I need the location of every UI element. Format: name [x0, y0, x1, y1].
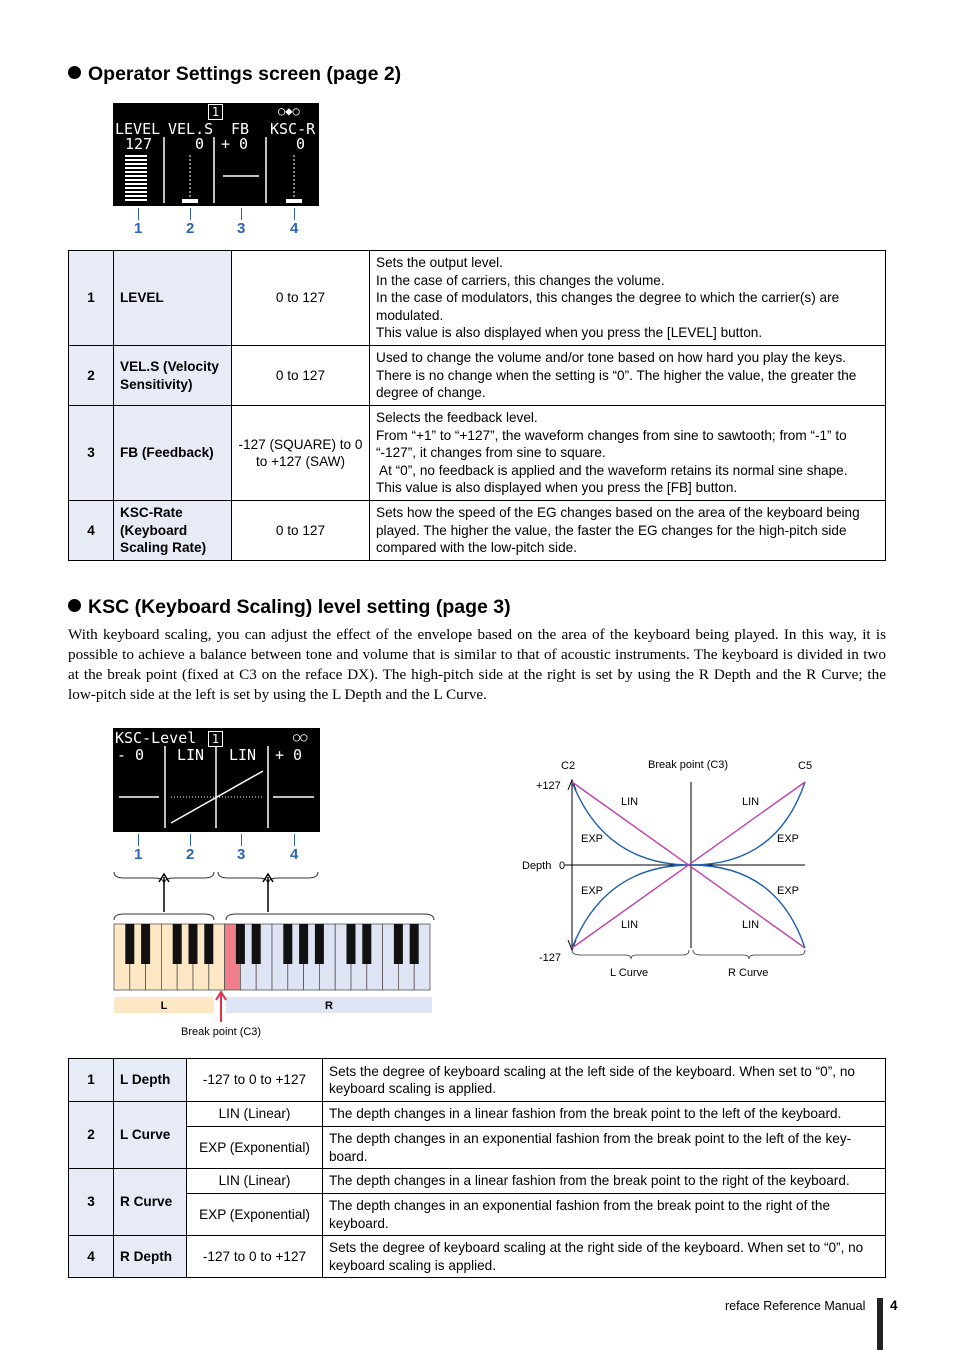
callout-3: 3: [237, 220, 246, 237]
lcd-title: KSC-Level: [115, 729, 197, 747]
bullet-icon: [68, 599, 81, 612]
desc-line: At “0”, no feedback is applied and the waveform retains its normal sine shape.: [376, 462, 848, 478]
lcd-graphics: [113, 103, 319, 206]
keyboard-diagram: [108, 862, 438, 1022]
param-range: LIN (Linear): [187, 1169, 323, 1194]
section-heading-ksc-level: [68, 596, 511, 619]
desc-line: Sets the output level.: [376, 255, 503, 271]
callout-line-2: [190, 834, 191, 846]
param-name: KSC-Rate (Keyboard Scaling Rate): [114, 501, 232, 561]
table-row: [69, 1127, 886, 1169]
desc-line: From “+1” to “+127”, the waveform changes from sine to sawtooth; from “-1” to “-127”, it changes from sine to square.: [376, 427, 847, 461]
ksc-params-table: [68, 1058, 886, 1278]
page-dots: ○◆○: [278, 104, 300, 118]
table-row: [69, 1059, 886, 1102]
param-desc: The depth changes in a linear fashion from the break point to the right of the keyboard.: [323, 1169, 886, 1194]
row-num: 2: [69, 1102, 114, 1169]
param-range: -127 to 0 to +127: [187, 1059, 323, 1102]
brace-right-keys: [226, 914, 434, 920]
black-key: [236, 924, 245, 964]
zone-left-label: L: [160, 1000, 168, 1012]
label-l-curve: L Curve: [610, 967, 649, 979]
callout-2: 2: [186, 220, 195, 237]
black-key: [410, 924, 419, 964]
black-key: [315, 924, 324, 964]
label-exp-tl: EXP: [581, 833, 604, 845]
row-num: 3: [69, 406, 114, 501]
label-lin-bl: LIN: [621, 919, 639, 931]
table-row: [69, 346, 886, 406]
param-name: R Curve: [114, 1169, 187, 1236]
param-desc: The depth changes in a linear fashion from the break point to the left of the keyboard.: [323, 1102, 886, 1127]
page-indicator: 1: [208, 104, 223, 120]
heading-text: Operator Settings screen (page 2): [88, 63, 402, 85]
lcd-value-kscr: 0: [296, 135, 306, 153]
ksc-curve-graph: [515, 752, 825, 987]
row-num: 1: [69, 1059, 114, 1102]
label-bottom: -127: [539, 952, 562, 964]
page-indicator: 1: [208, 731, 223, 747]
desc-line: In the case of carriers, this changes the volume.: [376, 272, 665, 288]
callout-4: 4: [290, 220, 299, 237]
label-break: Break point (C3): [648, 759, 729, 771]
lcd-value-fb: + 0: [221, 135, 249, 153]
label-lin-tl: LIN: [621, 796, 639, 808]
lcd-label-level: LEVEL: [115, 120, 161, 138]
lcd-label-fb: FB: [231, 120, 250, 138]
table-row: [69, 1169, 886, 1194]
lcd-value-ldepth: - 0: [117, 746, 145, 764]
zone-right-label: R: [325, 1000, 333, 1012]
param-range: -127 (SQUARE) to 0 to +127 (SAW): [232, 406, 370, 501]
param-range: EXP (Exponential): [187, 1127, 323, 1169]
table-row: [69, 251, 886, 346]
footer-title: reface Reference Manual: [725, 1299, 866, 1313]
lcd-ksc-graphics: [113, 728, 320, 832]
desc-line: Used to change the volume and/or tone based on how hard you play the keys. There is no change when the setting is “0”. The higher the value, the greater the degree of change.: [376, 350, 857, 401]
black-key: [173, 924, 182, 964]
black-key: [189, 924, 198, 964]
label-exp-br: EXP: [777, 885, 800, 897]
lcd-label-kscr: KSC-R: [270, 120, 316, 138]
desc-line: In the case of modulators, this changes the degree to which the carrier(s) are modulated.: [376, 290, 840, 323]
lcd-label-vels: VEL.S: [168, 120, 214, 138]
param-desc: [370, 251, 886, 346]
callout-1: 1: [134, 846, 143, 863]
param-name: L Depth: [114, 1059, 187, 1102]
label-r-curve: R Curve: [728, 967, 769, 979]
desc-line: This value is also displayed when you press the [LEVEL] button.: [376, 325, 763, 341]
label-top: +127: [536, 780, 561, 792]
param-desc: [370, 346, 886, 406]
page-dots: ○○: [293, 730, 308, 744]
row-num: 1: [69, 251, 114, 346]
break-point-label: Break point (C3): [181, 1026, 262, 1038]
table-row: [69, 406, 886, 501]
lcd-value-rdepth: + 0: [275, 746, 303, 764]
param-name: L Curve: [114, 1102, 187, 1169]
param-range: -127 to 0 to +127: [187, 1236, 323, 1278]
callout-line-3: [241, 208, 242, 220]
row-num: 2: [69, 346, 114, 406]
black-key: [252, 924, 261, 964]
black-key: [204, 924, 213, 964]
callout-1: 1: [134, 220, 143, 237]
callout-line-3: [241, 834, 242, 846]
table-row: [69, 501, 886, 561]
label-c2: C2: [561, 760, 576, 772]
lcd-value-level: 127: [125, 135, 153, 153]
param-name: FB (Feedback): [114, 406, 232, 501]
black-key: [299, 924, 308, 964]
param-desc: The depth changes in an exponential fashion from the break point to the left of the key-board.: [323, 1127, 886, 1169]
param-name: LEVEL: [114, 251, 232, 346]
lcd-value-rcurve: LIN: [229, 746, 257, 764]
bracket-r-curve: [693, 950, 805, 959]
black-key: [283, 924, 292, 964]
label-exp-bl: EXP: [581, 885, 604, 897]
lcd-value-lcurve: LIN: [177, 746, 205, 764]
black-key: [347, 924, 356, 964]
callout-line-2: [190, 208, 191, 220]
label-zero: 0: [559, 860, 566, 872]
black-key: [394, 924, 403, 964]
param-desc: Sets the degree of keyboard scaling at the right side of the keyboard. When set to “0”, no keyboard scaling is applied.: [323, 1236, 886, 1278]
callout-line-4: [294, 208, 295, 220]
param-desc: The depth changes in an exponential fashion from the break point to the right of the keyboard.: [323, 1194, 886, 1236]
row-num: 4: [69, 1236, 114, 1278]
lcd-value-vels: 0: [195, 135, 205, 153]
param-desc: [370, 501, 886, 561]
param-name: VEL.S (Velocity Sensitivity): [114, 346, 232, 406]
black-key: [141, 924, 150, 964]
page-number: 4: [890, 1298, 898, 1313]
desc-line: Sets how the speed of the EG changes based on the area of the keyboard being played. The higher the value, the faster the EG changes for the high-pitch side compared with the low-pitch side.: [376, 505, 860, 556]
param-range: 0 to 127: [232, 501, 370, 561]
ksc-lcd-screen: [113, 728, 320, 832]
param-desc: [370, 406, 886, 501]
callout-line-4: [294, 834, 295, 846]
callout-2: 2: [186, 846, 195, 863]
param-desc: Sets the degree of keyboard scaling at the left side of the keyboard. When set to “0”, no keyboard scaling is applied.: [323, 1059, 886, 1102]
table-row: [69, 1194, 886, 1236]
keyboard-keys: [114, 924, 430, 990]
brace-left-keys: [114, 914, 214, 920]
operator-params-table: [68, 250, 886, 561]
heading-text: KSC (Keyboard Scaling) level setting (page 3): [88, 596, 511, 618]
bullet-icon: [68, 66, 81, 79]
table-row: [69, 1102, 886, 1127]
table-row: [69, 1236, 886, 1278]
param-range: LIN (Linear): [187, 1102, 323, 1127]
black-key: [125, 924, 134, 964]
param-range: 0 to 127: [232, 251, 370, 346]
section-heading-operator-settings: [68, 63, 401, 86]
label-depth: Depth: [522, 860, 552, 872]
label-exp-tr: EXP: [777, 833, 800, 845]
row-num: 3: [69, 1169, 114, 1236]
intro-paragraph: With keyboard scaling, you can adjust the effect of the envelope based on the area of the keyboard being played. In this way, it is possible to achieve a balance between tone and volume that is similar to that of acoustic instruments. The keyboard is divided in two at the break point (fixed at C3 on the reface DX). The high-pitch side at the right is set by using the R Depth and the R Curve; the low-pitch side at the left is set by using the L Depth and the L Curve.: [68, 626, 886, 703]
param-range: EXP (Exponential): [187, 1194, 323, 1236]
desc-line: Selects the feedback level.: [376, 410, 538, 426]
callout-3: 3: [237, 846, 246, 863]
black-key: [362, 924, 371, 964]
label-c5: C5: [798, 760, 813, 772]
footer-bar: [877, 1298, 883, 1350]
bracket-l-curve: [572, 950, 689, 959]
desc-line: This value is also displayed when you press the [FB] button.: [376, 480, 738, 496]
operator-lcd-screen: [113, 103, 319, 206]
label-lin-tr: LIN: [742, 796, 760, 808]
row-num: 4: [69, 501, 114, 561]
callout-line-1: [138, 208, 139, 220]
param-name: R Depth: [114, 1236, 187, 1278]
param-range: 0 to 127: [232, 346, 370, 406]
callout-4: 4: [290, 846, 299, 863]
label-lin-br: LIN: [742, 919, 760, 931]
callout-line-1: [138, 834, 139, 846]
